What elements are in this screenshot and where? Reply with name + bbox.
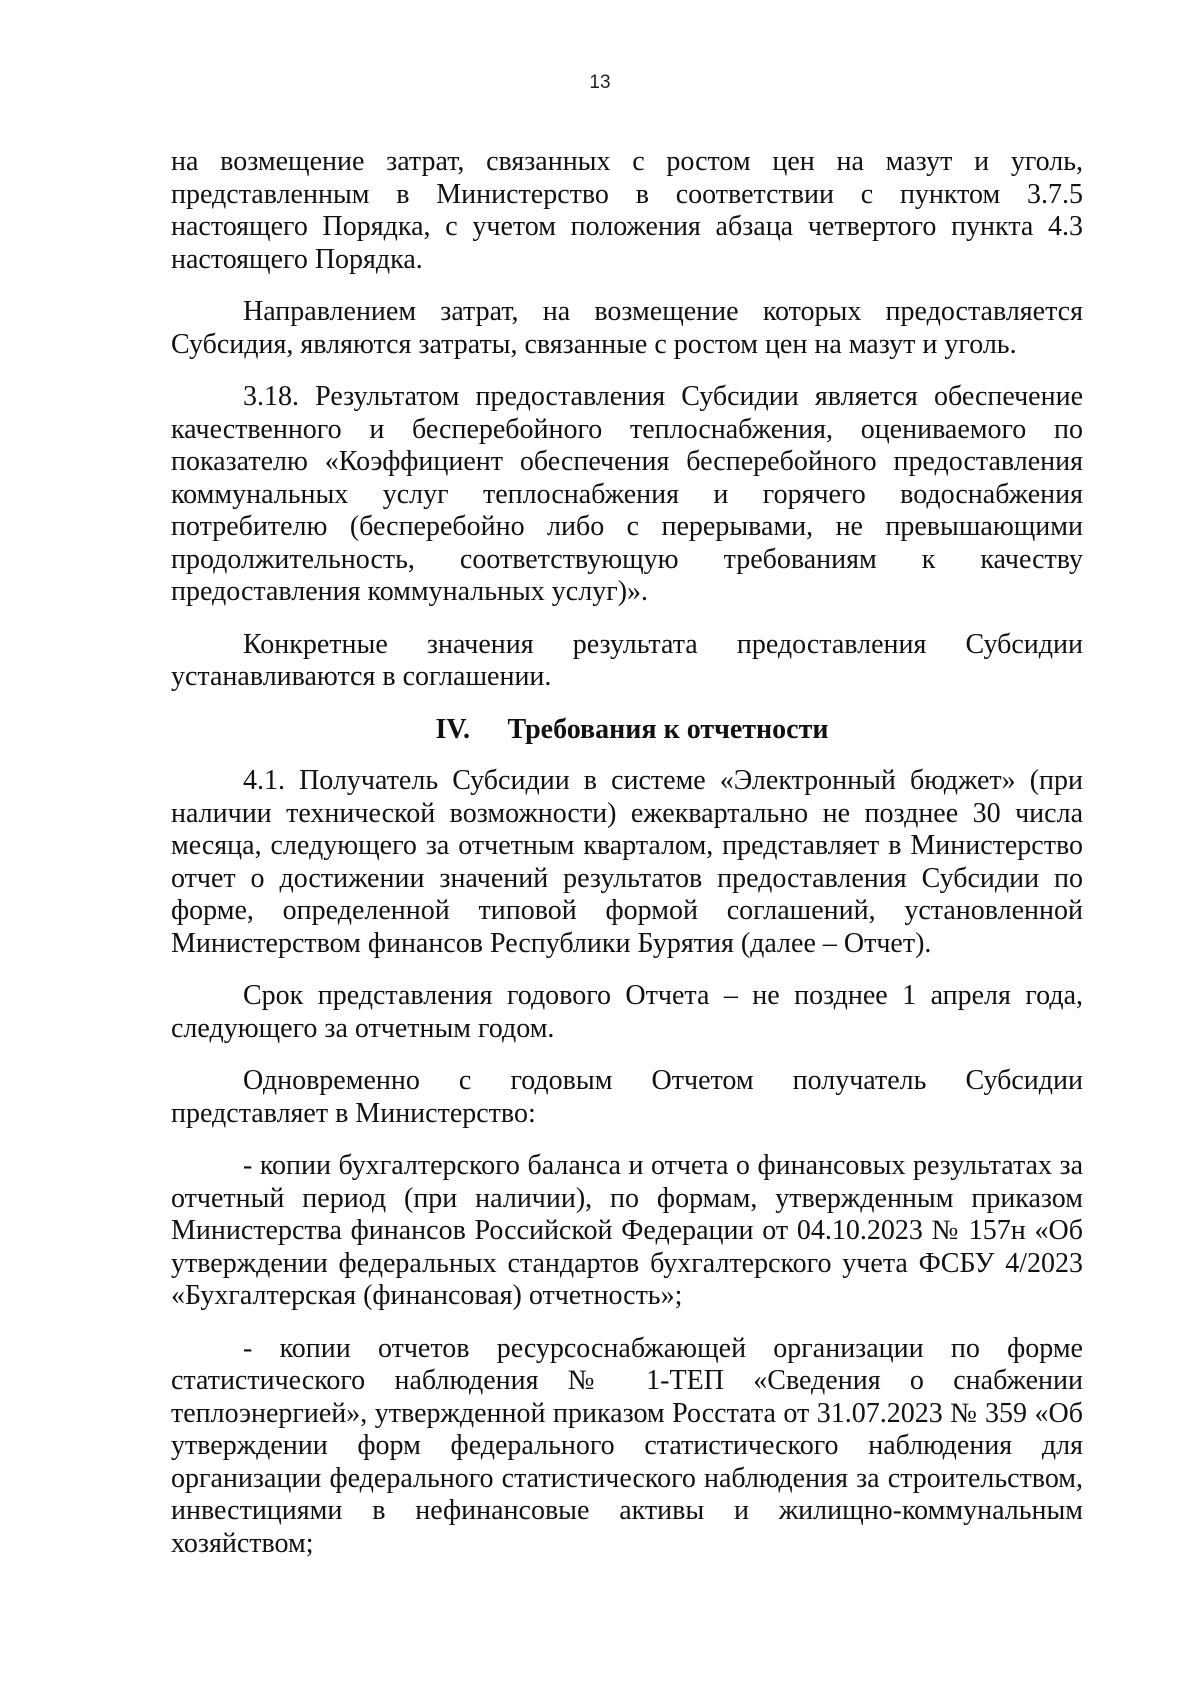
paragraph-annual-report-attachments: Одновременно с годовым Отчетом получатель Субсидии представляет в Министерство:	[171, 1065, 1083, 1129]
paragraph-annual-report-deadline: Срок представления годового Отчета – не позднее 1 апреля года, следующего за отчетным годом.	[171, 980, 1083, 1044]
list-item-accounting-balance: - копии бухгалтерского баланса и отчета о финансовых результатах за отчетный период (при наличии), по формам, утвержденным приказом Министерства финансов Российской Федерации от 04.10.2023 № 157н «Об утверждении федеральных стандартов бухгалтерского учета ФСБУ 4/2023 «Бухгалтерская (финансовая) отчетность»;	[171, 1150, 1083, 1311]
section-title: Требования к отчетности	[507, 713, 829, 745]
document-body	[171, 146, 1083, 1580]
paragraph-cost-direction: Направлением затрат, на возмещение которых предоставляется Субсидия, являются затраты, связанные с ростом цен на мазут и уголь.	[171, 296, 1083, 360]
paragraph-quarterly-report: 4.1. Получатель Субсидии в системе «Электронный бюджет» (при наличии технической возможности) ежеквартально не позднее 30 числа месяца, следующего за отчетным кварталом, представляет в Министерство отчет о достижении значений результатов предоставления Субсидии по форме, определенной типовой формой соглашений, установленной Министерством финансов Республики Бурятия (далее – Отчет).	[171, 765, 1083, 959]
paragraph-cost-compensation-continued: на возмещение затрат, связанных с ростом цен на мазут и уголь, представленным в Министерство в соответствии с пунктом 3.7.5 настоящего Порядка, с учетом положения абзаца четвертого пункта 4.3 настоящего Порядка.	[171, 146, 1083, 275]
paragraph-result-values: Конкретные значения результата предоставления Субсидии устанавливаются в соглашении.	[171, 628, 1083, 692]
list-item-statistical-reports: - копии отчетов ресурсоснабжающей организации по форме статистического наблюдения № 1-ТЕП «Сведения о снабжении теплоэнергией», утвержденной приказом Росстата от 31.07.2023 № 359 «Об утверждении форм федерального статистического наблюдения для организации федерального статистического наблюдения за строительством, инвестициями в нефинансовые активы и жилищно-коммунальным хозяйством;	[171, 1332, 1083, 1559]
section-number: IV.	[435, 713, 470, 745]
page-number: 13	[589, 72, 611, 93]
paragraph-subsidy-result: 3.18. Результатом предоставления Субсидии является обеспечение качественного и бесперебойного теплоснабжения, оцениваемого по показателю «Коэффициент обеспечения бесперебойного предоставления коммунальных услуг теплоснабжения и горячего водоснабжения потребителю (бесперебойно либо с перерывами, не превышающими продолжительность, соответствующую требованиям к качеству предоставления коммунальных услуг)».	[171, 381, 1083, 607]
section-heading	[171, 714, 1083, 747]
